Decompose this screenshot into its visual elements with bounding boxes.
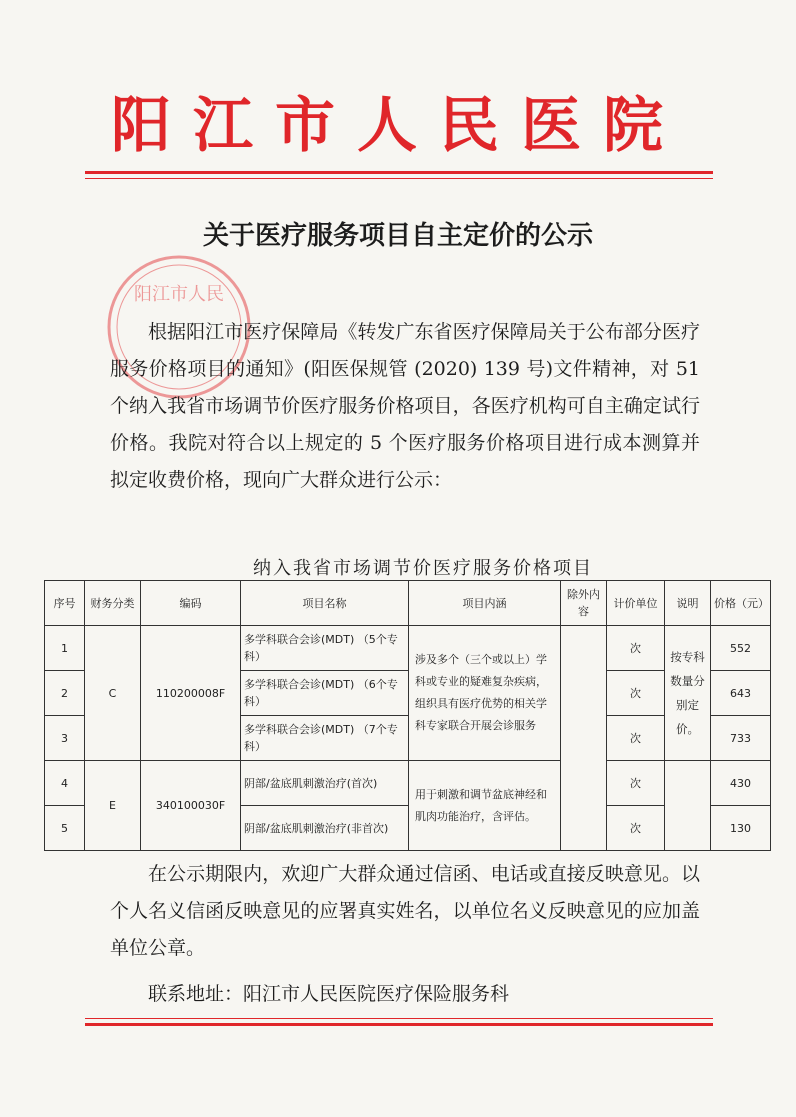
cell-name: 阴部/盆底肌刺激治疗(首次)	[241, 761, 409, 806]
cell-note	[665, 761, 711, 851]
footer-rule-thin	[85, 1018, 713, 1019]
cell-price: 130	[711, 806, 771, 851]
header-unit: 计价单位	[607, 581, 665, 626]
table-header-row	[45, 581, 771, 626]
cell-name: 多学科联合会诊(MDT) （5个专科）	[241, 626, 409, 671]
footer-rule-thick	[85, 1023, 713, 1026]
price-table	[44, 580, 771, 851]
cell-exclusions	[561, 626, 607, 851]
cell-seq: 3	[45, 716, 85, 761]
cell-seq: 1	[45, 626, 85, 671]
header-category: 财务分类	[85, 581, 141, 626]
cell-unit: 次	[607, 716, 665, 761]
cell-name: 阴部/盆底肌刺激治疗(非首次)	[241, 806, 409, 851]
cell-seq: 4	[45, 761, 85, 806]
cell-category: C	[85, 626, 141, 761]
header-seq: 序号	[45, 581, 85, 626]
header-price: 价格（元）	[711, 581, 771, 626]
cell-content: 涉及多个（三个或以上）学科或专业的疑难复杂疾病，组织具有医疗优势的相关学科专家联合开展会诊服务	[409, 626, 561, 761]
cell-price: 643	[711, 671, 771, 716]
cell-note: 按专科数量分别定价。	[665, 626, 711, 761]
header-note: 说明	[665, 581, 711, 626]
letterhead-rule-thin	[85, 178, 713, 179]
header-exclusions: 除外内容	[561, 581, 607, 626]
cell-category: E	[85, 761, 141, 851]
cell-price: 733	[711, 716, 771, 761]
cell-seq: 2	[45, 671, 85, 716]
table-row	[45, 626, 771, 671]
cell-seq: 5	[45, 806, 85, 851]
seal-text: 阳江市人民	[134, 284, 224, 305]
header-content: 项目内涵	[409, 581, 561, 626]
header-name: 项目名称	[241, 581, 409, 626]
cell-name: 多学科联合会诊(MDT) （7个专科）	[241, 716, 409, 761]
cell-name: 多学科联合会诊(MDT) （6个专科）	[241, 671, 409, 716]
table-row	[45, 761, 771, 806]
cell-unit: 次	[607, 761, 665, 806]
header-code: 编码	[141, 581, 241, 626]
organization-letterhead: 阳江市人民医院	[111, 91, 685, 161]
closing-paragraph: 在公示期限内，欢迎广大群众通过信函、电话或直接反映意见。以个人名义信函反映意见的应署真实姓名，以单位名义反映意见的应加盖单位公章。	[110, 863, 700, 959]
table-title: 纳入我省市场调节价医疗服务价格项目	[253, 558, 593, 579]
cell-code: 110200008F	[141, 626, 241, 761]
cell-unit: 次	[607, 671, 665, 716]
notice-title: 关于医疗服务项目自主定价的公示	[202, 221, 593, 251]
cell-code: 340100030F	[141, 761, 241, 851]
contact-address: 联系地址：阳江市人民医院医疗保险服务科	[148, 983, 510, 1005]
cell-price: 552	[711, 626, 771, 671]
letterhead-rule-thick	[85, 171, 713, 174]
cell-unit: 次	[607, 806, 665, 851]
notice-body: 根据阳江市医疗保障局《转发广东省医疗保障局关于公布部分医疗服务价格项目的通知》(阳医保规管 (2020) 139 号)文件精神，对 51 个纳入我省市场调节价医疗服务价格项目，各医疗机构可自主确定试行价格。我院对符合以上规定的 5 个医疗服务价格项目进行成本测算并拟定收费价格，现向广大群众进行公示：	[110, 321, 700, 491]
cell-unit: 次	[607, 626, 665, 671]
cell-content: 用于刺激和调节盆底神经和肌肉功能治疗，含评估。	[409, 761, 561, 851]
cell-price: 430	[711, 761, 771, 806]
